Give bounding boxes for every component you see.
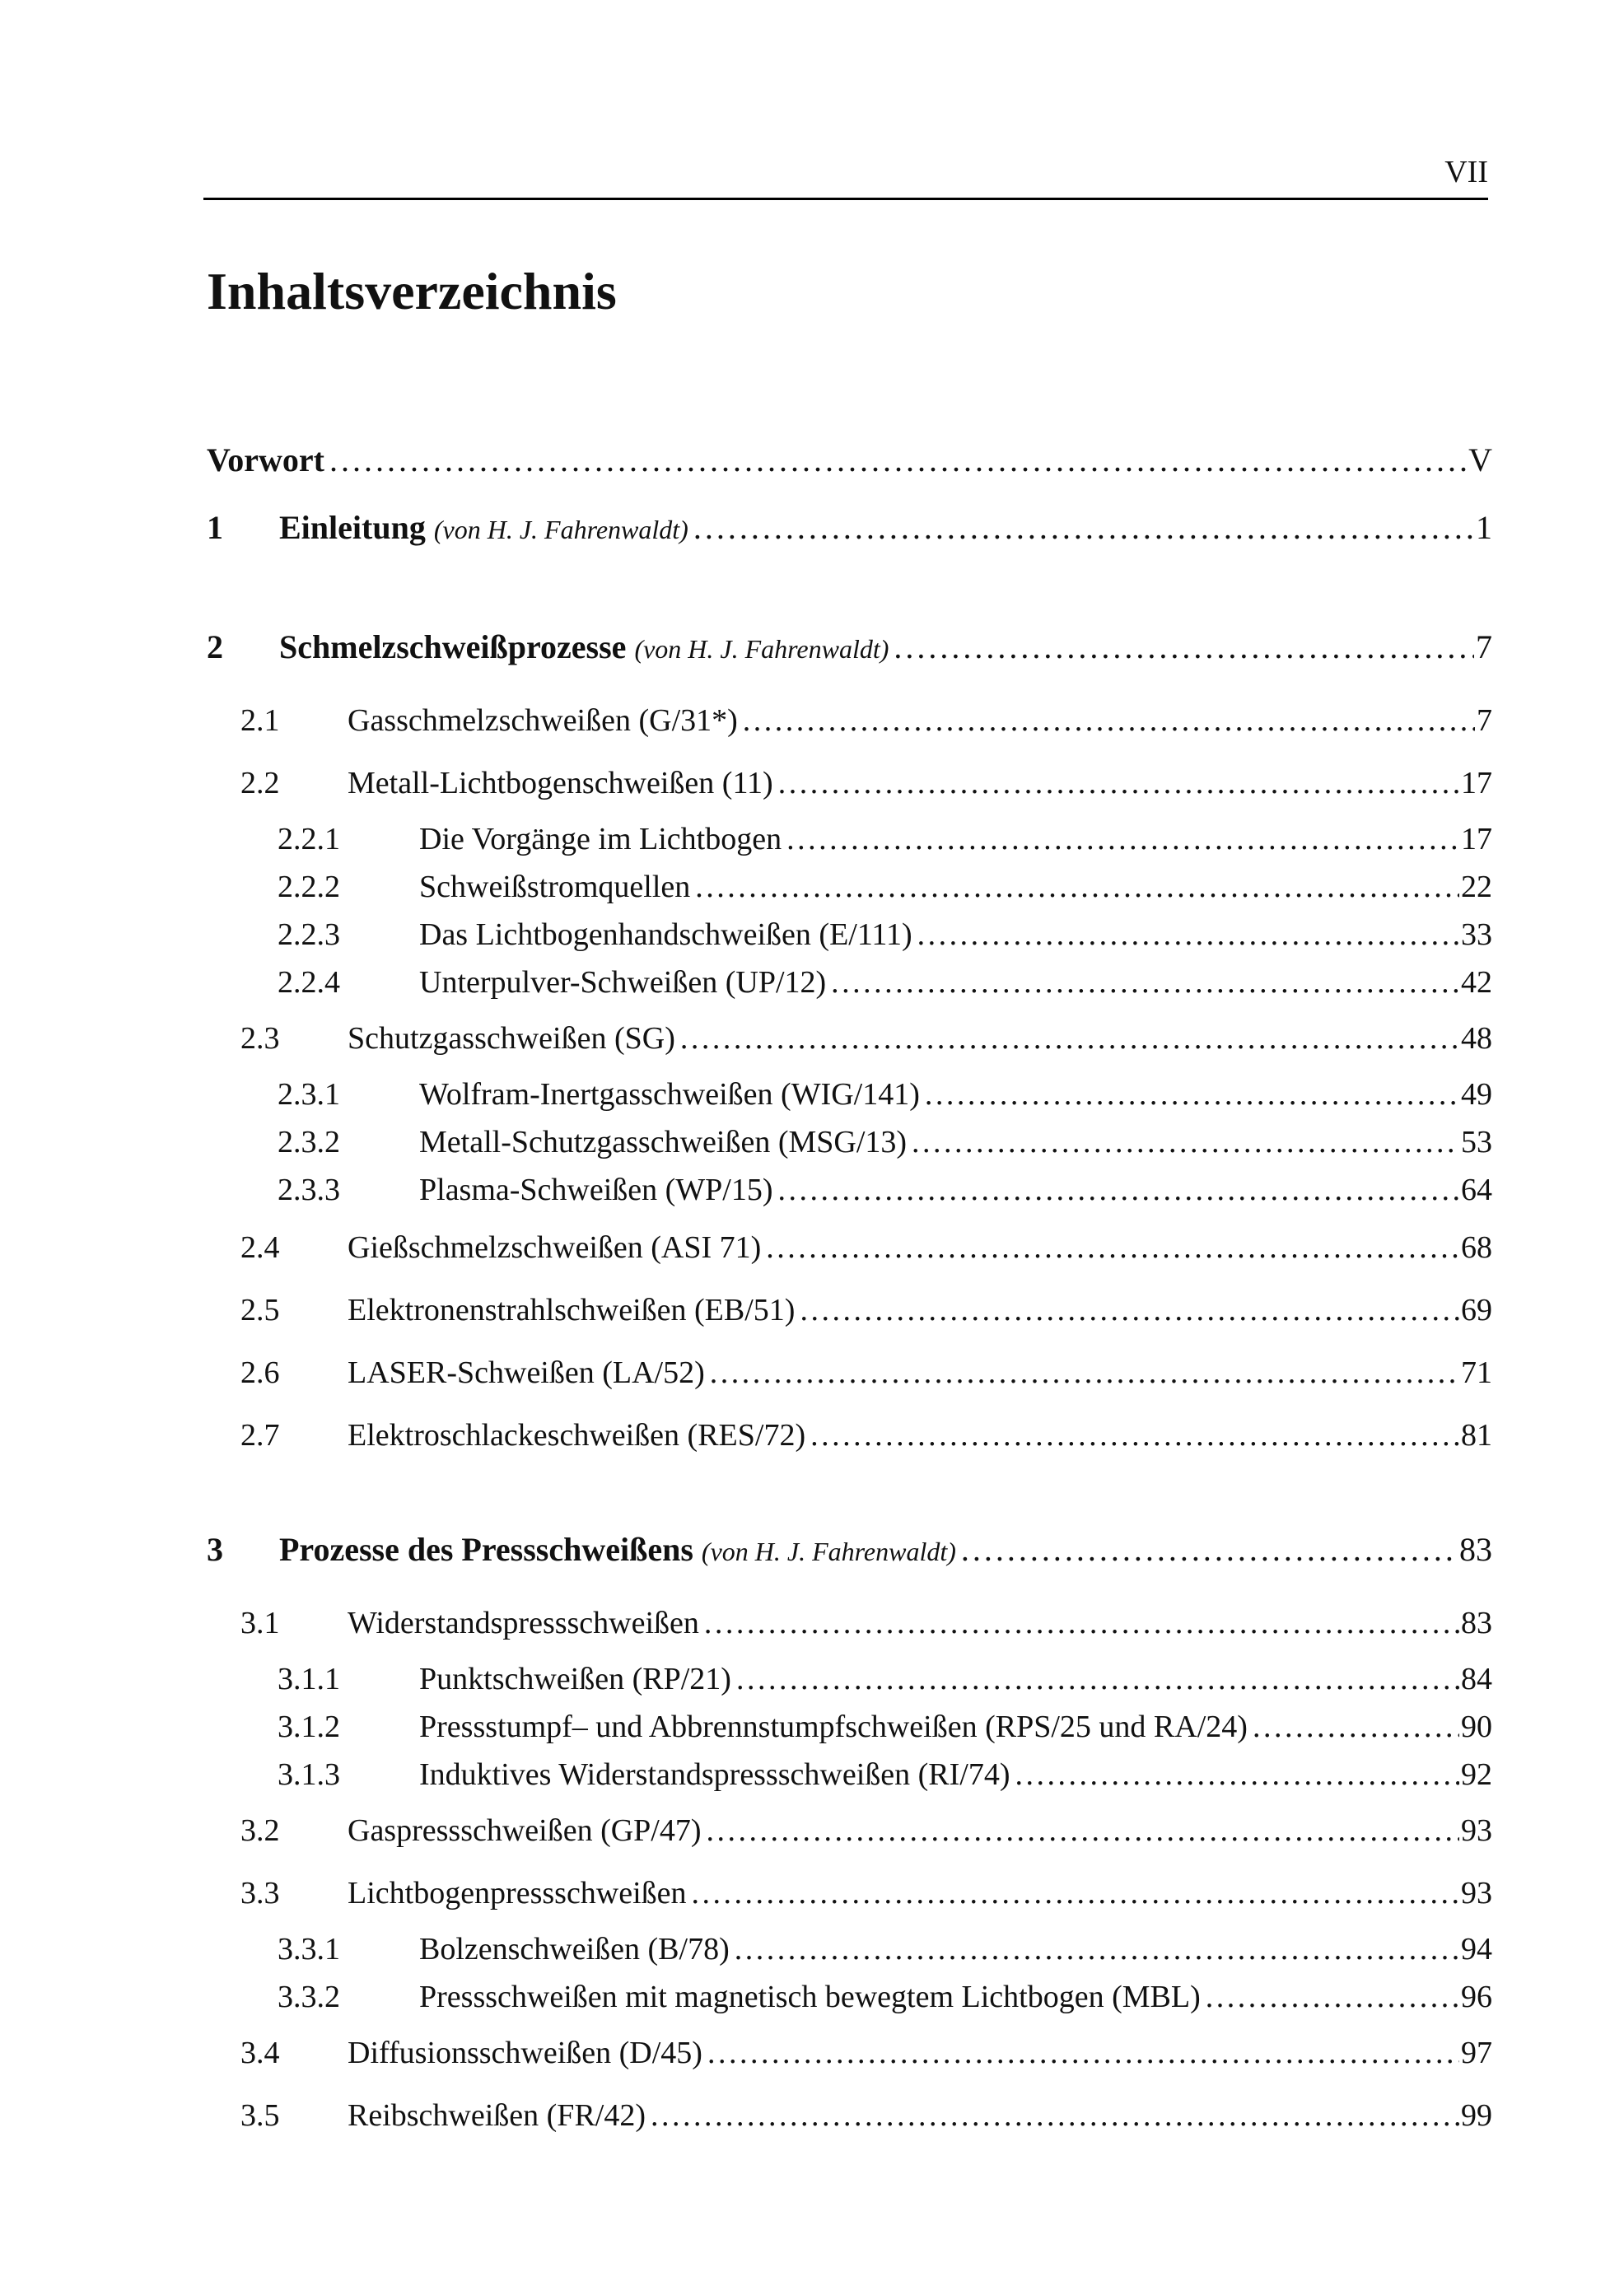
toc-section-title: Gaspressschweißen (GP/47)	[348, 1813, 702, 1848]
toc-section-number: 2.4	[240, 1230, 280, 1265]
toc-subsection-number: 2.3.3	[278, 1173, 340, 1207]
toc-entry-page: 97	[1461, 2036, 1492, 2070]
leader-dots	[778, 765, 1459, 801]
leader-dots	[736, 1661, 1459, 1697]
toc-entry-page: 7	[1477, 703, 1492, 738]
toc-section-number: 2.3	[240, 1021, 280, 1056]
toc-section-title: Reibschweißen (FR/42)	[348, 2098, 646, 2133]
leader-dots	[1206, 1979, 1459, 2015]
toc-section-number: 3.3	[240, 1876, 280, 1910]
toc-subsection-2-2-1[interactable]	[278, 821, 1492, 857]
toc-subsection-title: Plasma-Schweißen (WP/15)	[419, 1173, 773, 1207]
toc-section-2-7[interactable]	[240, 1417, 1492, 1453]
toc-subsection-title: Wolfram-Inertgasschweißen (WIG/141)	[419, 1077, 920, 1112]
toc-section-title: Schutzgasschweißen (SG)	[348, 1021, 675, 1056]
toc-section-3-1[interactable]	[240, 1605, 1492, 1641]
toc-subsection-2-3-1[interactable]	[278, 1076, 1492, 1113]
toc-section-number: 2.5	[240, 1293, 280, 1327]
toc-subsection-number: 2.2.1	[278, 822, 340, 856]
toc-section-number: 3.2	[240, 1813, 280, 1848]
toc-chapter-title: Schmelzschweißprozesse	[279, 628, 627, 665]
toc-subsection-2-2-2[interactable]	[278, 869, 1492, 905]
toc-chapter-author: (von H. J. Fahrenwaldt)	[433, 515, 688, 544]
toc-subsection-2-2-4[interactable]	[278, 964, 1492, 1001]
toc-entry-page: V	[1468, 441, 1492, 478]
toc-subsection-number: 3.1.2	[278, 1710, 340, 1744]
toc-chapter-number: 2	[207, 628, 223, 665]
toc-entry-page: 90	[1461, 1710, 1492, 1744]
toc-section-3-2[interactable]	[240, 1812, 1492, 1849]
leader-dots	[651, 2097, 1459, 2134]
toc-chapter-number: 1	[207, 509, 223, 546]
toc-chapter-author: (von H. J. Fahrenwaldt)	[701, 1537, 956, 1566]
toc-section-title: Widerstandspressschweißen	[348, 1606, 699, 1640]
toc-section-3-3[interactable]	[240, 1875, 1492, 1911]
leader-dots	[329, 441, 1467, 479]
running-head-page-number: VII	[1444, 155, 1488, 189]
toc-entry-page: 42	[1461, 965, 1492, 1000]
toc-subsection-number: 2.2.2	[278, 870, 340, 904]
toc-chapter-3[interactable]	[207, 1530, 1492, 1569]
toc-section-2-2[interactable]	[240, 765, 1492, 801]
toc-section-2-5[interactable]	[240, 1292, 1492, 1328]
toc-entry-page: 83	[1459, 1531, 1492, 1568]
toc-entry-title: Vorwort	[207, 441, 324, 478]
leader-dots	[707, 1812, 1459, 1849]
toc-section-title: Gießschmelzschweißen (ASI 71)	[348, 1230, 762, 1265]
toc-entry-page: 53	[1461, 1125, 1492, 1159]
leader-dots	[692, 1875, 1459, 1911]
toc-section-title: Diffusionsschweißen (D/45)	[348, 2036, 702, 2070]
toc-chapter-title: Prozesse des Pressschweißens	[279, 1531, 693, 1568]
toc-entry-page: 93	[1461, 1876, 1492, 1910]
toc-section-number: 2.1	[240, 703, 280, 738]
toc-section-number: 3.1	[240, 1606, 280, 1640]
toc-subsection-3-3-2[interactable]	[278, 1979, 1492, 2015]
leader-dots	[786, 821, 1459, 857]
toc-subsection-number: 3.1.1	[278, 1662, 340, 1696]
toc-subsection-title: Schweißstromquellen	[419, 870, 691, 904]
toc-subsection-number: 3.1.3	[278, 1757, 340, 1792]
toc-entry-page: 48	[1461, 1021, 1492, 1056]
toc-entry-page: 81	[1461, 1418, 1492, 1453]
leader-dots	[680, 1020, 1459, 1057]
toc-chapter-2[interactable]	[207, 627, 1492, 666]
toc-subsection-number: 2.2.3	[278, 917, 340, 952]
toc-section-2-3[interactable]	[240, 1020, 1492, 1057]
leader-dots	[766, 1229, 1459, 1266]
toc-entry-page: 84	[1461, 1662, 1492, 1696]
toc-chapter-author: (von H. J. Fahrenwaldt)	[634, 634, 889, 664]
toc-entry-page: 94	[1461, 1932, 1492, 1966]
toc-subsection-2-3-2[interactable]	[278, 1124, 1492, 1160]
toc-subsection-3-3-1[interactable]	[278, 1931, 1492, 1967]
toc-entry-page: 93	[1461, 1813, 1492, 1848]
toc-entry-page: 17	[1461, 766, 1492, 800]
toc-entry-page: 69	[1461, 1293, 1492, 1327]
toc-section-title: Lichtbogenpressschweißen	[348, 1876, 687, 1910]
toc-subsection-title: Pressstumpf– und Abbrennstumpfschweißen (RPS/25 und RA/24)	[419, 1710, 1248, 1744]
leader-dots	[693, 508, 1474, 547]
leader-dots	[894, 627, 1474, 666]
toc-entry-page: 1	[1476, 509, 1492, 546]
toc-section-title: Metall-Lichtbogenschweißen (11)	[348, 766, 773, 800]
toc-entry-page: 96	[1461, 1980, 1492, 2014]
toc-subsection-3-1-1[interactable]	[278, 1661, 1492, 1697]
toc-entry-page: 71	[1461, 1355, 1492, 1390]
toc-entry-vorwort[interactable]	[207, 441, 1492, 479]
page-title: Inhaltsverzeichnis	[207, 262, 617, 320]
toc-section-title: Elektronenstrahlschweißen (EB/51)	[348, 1293, 796, 1327]
toc-subsection-title: Metall-Schutzgasschweißen (MSG/13)	[419, 1125, 908, 1159]
toc-subsection-title: Die Vorgänge im Lichtbogen	[419, 822, 782, 856]
toc-subsection-3-1-2[interactable]	[278, 1709, 1492, 1745]
toc-subsection-title: Pressschweißen mit magnetisch bewegtem Lichtbogen (MBL)	[419, 1980, 1201, 2014]
toc-subsection-number: 3.3.1	[278, 1932, 340, 1966]
toc-section-number: 2.7	[240, 1418, 280, 1453]
toc-section-2-1[interactable]	[240, 702, 1492, 739]
toc-entry-page: 64	[1461, 1173, 1492, 1207]
toc-subsection-2-3-3[interactable]	[278, 1172, 1492, 1208]
toc-subsection-title: Unterpulver-Schweißen (UP/12)	[419, 965, 827, 1000]
toc-subsection-number: 2.3.2	[278, 1125, 340, 1159]
toc-entry-page: 68	[1461, 1230, 1492, 1265]
toc-section-2-6[interactable]	[240, 1355, 1492, 1391]
toc-entry-page: 7	[1476, 628, 1492, 665]
toc-subsection-title: Punktschweißen (RP/21)	[419, 1662, 731, 1696]
leader-dots	[695, 869, 1459, 905]
leader-dots	[810, 1417, 1459, 1453]
toc-chapter-number: 3	[207, 1531, 223, 1568]
toc-subsection-title: Bolzenschweißen (B/78)	[419, 1932, 730, 1966]
toc-subsection-number: 3.3.2	[278, 1980, 340, 2014]
toc-entry-page: 49	[1461, 1077, 1492, 1112]
toc-section-3-4[interactable]	[240, 2035, 1492, 2071]
leader-dots	[710, 1355, 1459, 1391]
toc-entry-page: 83	[1461, 1606, 1492, 1640]
toc-entry-page: 22	[1461, 870, 1492, 904]
toc-chapter-title: Einleitung	[279, 509, 426, 546]
toc-section-number: 3.4	[240, 2036, 280, 2070]
toc-section-title: Gasschmelzschweißen (G/31*)	[348, 703, 738, 738]
leader-dots	[707, 2035, 1459, 2071]
leader-dots	[1015, 1756, 1459, 1793]
toc-entry-page: 99	[1461, 2098, 1492, 2133]
toc-section-title: Elektroschlackeschweißen (RES/72)	[348, 1418, 806, 1453]
leader-dots	[743, 702, 1475, 739]
toc-subsection-title: Das Lichtbogenhandschweißen (E/111)	[419, 917, 912, 952]
toc-subsection-2-2-3[interactable]	[278, 917, 1492, 953]
leader-dots	[831, 964, 1459, 1001]
toc-subsection-title: Induktives Widerstandspressschweißen (RI/74)	[419, 1757, 1010, 1792]
leader-dots	[778, 1172, 1459, 1208]
toc-section-title: LASER-Schweißen (LA/52)	[348, 1355, 705, 1390]
leader-dots	[800, 1292, 1459, 1328]
leader-dots	[1253, 1709, 1459, 1745]
leader-dots	[917, 917, 1459, 953]
toc-section-number: 2.6	[240, 1355, 280, 1390]
toc-chapter-1[interactable]	[207, 508, 1492, 547]
leader-dots	[912, 1124, 1459, 1160]
toc-subsection-number: 2.2.4	[278, 965, 340, 1000]
toc-subsection-number: 2.3.1	[278, 1077, 340, 1112]
header-rule	[203, 198, 1488, 200]
leader-dots	[925, 1076, 1459, 1113]
toc-entry-page: 33	[1461, 917, 1492, 952]
toc-entry-page: 92	[1461, 1757, 1492, 1792]
leader-dots	[704, 1605, 1459, 1641]
leader-dots	[961, 1530, 1458, 1569]
toc-section-number: 2.2	[240, 766, 280, 800]
toc-subsection-3-1-3[interactable]	[278, 1756, 1492, 1793]
toc-section-2-4[interactable]	[240, 1229, 1492, 1266]
toc-section-number: 3.5	[240, 2098, 280, 2133]
toc-entry-page: 17	[1461, 822, 1492, 856]
toc-section-3-5[interactable]	[240, 2097, 1492, 2134]
leader-dots	[735, 1931, 1459, 1967]
